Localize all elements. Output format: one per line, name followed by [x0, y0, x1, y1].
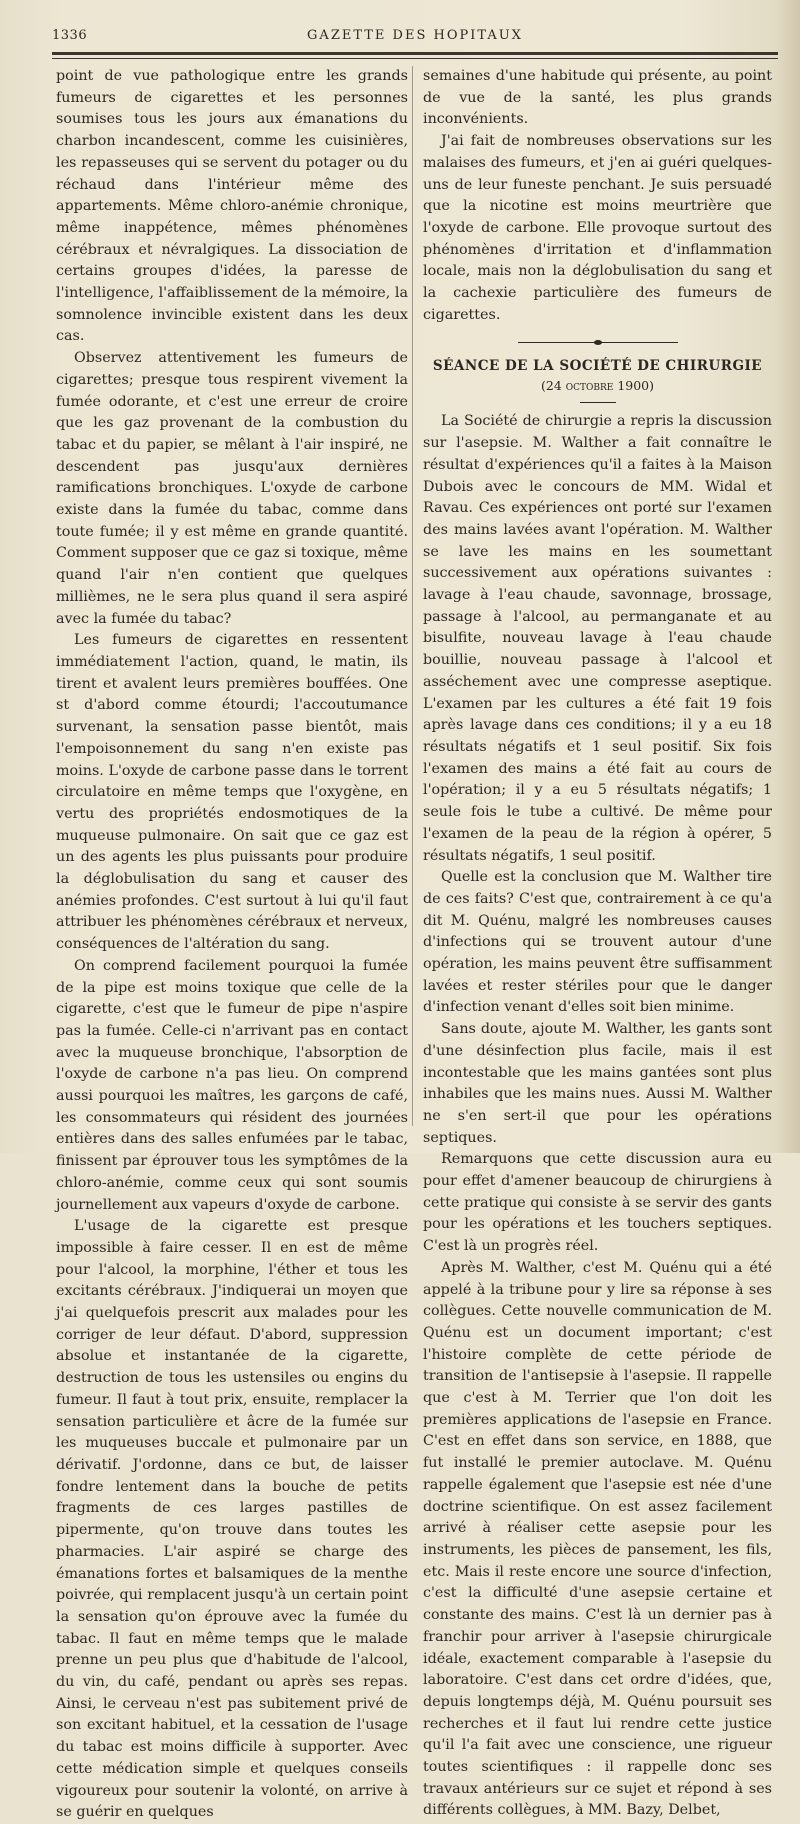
paragraph: semaines d'une habitude qui présente, au point de vue de la santé, les plus grands inconvénients.	[423, 68, 772, 128]
paragraph: Les fumeurs de cigarettes en ressentent immédiatement l'action, quand, le matin, ils tirent et avalent leurs premières bouffées. One st d'abord comme étourdi; l'accoutumance survenant, la sensation passe bientôt, mais l'empoisonnement du sang n'en existe pas moins. L'oxyde de carbone passe dans le torrent circulatoire en même temps que l'oxygène, en vertu des propriétés endosmotiques de la muqueuse pulmonaire. On sait que ce gaz est un des agents les plus puissants pour produire la déglobulisation du sang et causer des anémies profondes. C'est surtout à lui qu'il faut attribuer les phénomènes cérébraux et nerveux, conséquences de l'altération du sang.	[56, 632, 408, 953]
paragraph: On comprend facilement pourquoi la fumée de la pipe est moins toxique que celle de la cigarette, c'est que le fumeur de pipe n'aspire pas la fumée. Celle-ci n'arrivant pas en contact avec la muqueuse bronchique, l'absorption de l'oxyde de carbone n'a pas lieu. On comprend aussi pourquoi les maîtres, les garçons de café, les consommateurs qui résident des journées entières dans des salles enfumées par le tabac, finissent par éprouver tous les symptômes de la chloro-anémie, comme ceux qui sont soumis journellement aux vapeurs d'oxyde de carbone.	[56, 957, 408, 1213]
paragraph: Quelle est la conclusion que M. Walther tire de ces faits? C'est que, contrairement à ce qu'a dit M. Quénu, malgré les nombreuses causes d'infections qui se trouvent autour d'une opération, les mains peuvent être suffisamment lavées et rester stériles pour que le danger d'infection venant d'elles soit bien minime.	[423, 869, 772, 1016]
header-rule-thick	[52, 52, 778, 55]
section-date: (24 octobre 1900)	[540, 378, 655, 394]
right-column	[423, 66, 772, 1822]
section-title: SÉANCE DE LA SOCIÉTÉ DE CHIRURGIE	[432, 358, 763, 375]
paragraph: Après M. Walther, c'est M. Quénu qui a été appelé à la tribune pour y lire sa réponse à ses collègues. Cette nouvelle communication de M. Quénu est un document important; c'est l'histoire complète de cette période de transition de l'antisepsie à l'asepsie. Il rappelle que c'est à M. Terrier que l'on doit les premières applications de l'asepsie en France. C'est en effet dans son service, en 1888, que fut installé le premier autoclave. M. Quénu rappelle également que l'asepsie est née d'une doctrine scientifique. On est assez facilement arrivé à réaliser cette asepsie pour les instruments, les pièces de pansement, les fils, etc. Mais il reste encore une source d'infection, c'est la difficulté d'une asepsie certaine et constante des mains. C'est là un dernier pas à franchir pour arriver à l'asepsie chirurgicale idéale, exactement comparable à l'asepsie du laboratoire. C'est dans cet ordre d'idées, que, depuis longtemps déjà, M. Quénu poursuit ses recherches et il faut lui rendre cette justice qu'il l'a fait avec une conscience, une rigueur toutes scientifiques : il rappelle donc ses travaux antérieurs sur ce sujet et répond à ses différents collègues, à MM. Bazy, Delbet,	[423, 1259, 772, 1819]
page-number: 1336	[52, 28, 88, 43]
header-rule-thin	[52, 58, 778, 59]
section-ornament	[518, 340, 678, 346]
column-divider	[412, 66, 413, 1126]
paragraph: La Société de chirurgie a repris la discussion sur l'asepsie. M. Walther a fait connaître le résultat d'expériences qu'il a faites à la Maison Dubois avec le concours de MM. Widal et Ravau. Ces expériences ont porté sur l'examen des mains lavées avant l'opération. M. Walther se lave les mains en les soumettant successivement aux opérations suivantes : lavage à l'eau chaude, savonnage, brossage, passage à l'alcool, au permanganate et au bisulfite, nouveau lavage à l'eau chaude bouillie, nouveau passage à l'alcool et asséchement avec une compresse aseptique. L'examen par les cultures a été fait 19 fois après lavage dans ces conditions; il y a eu 18 résultats négatifs et 1 seul positif. Six fois l'examen des mains a été fait au cours de l'opération; il y a eu 5 résultats négatifs; 1 seule fois le tube a cultivé. De même pour l'examen de la peau de la région à opérer, 5 résultats négatifs, 1 seul positif.	[423, 413, 772, 864]
section-rule	[580, 402, 616, 403]
page-header	[52, 28, 778, 50]
paragraph: Remarquons que cette discussion aura eu pour effet d'amener beaucoup de chirurgiens à cette pratique qui consiste à se servir des gants pour les opérations et les touchers septiques. C'est là un progrès réel.	[423, 1151, 772, 1255]
paragraph: point de vue pathologique entre les grands fumeurs de cigarettes et les personnes soumises tous les jours aux émanations du charbon incandescent, comme les cuisinières, les repasseuses qui se servent du potager ou du réchaud dans l'intérieur même des appartements. Même chloro-anémie chronique, même inappétence, mêmes phénomènes cérébraux et névralgiques. La dissociation de certains groupes d'idées, la paresse de l'intelligence, l'affaiblissement de la mémoire, la somnolence invincible existent dans les deux cas.	[56, 68, 408, 345]
left-column	[56, 66, 408, 1824]
paragraph: J'ai fait de nombreuses observations sur les malaises des fumeurs, et j'en ai guéri quelques-uns de leur funeste penchant. Je suis persuadé que la nicotine est moins meurtrière que l'oxyde de carbone. Elle provoque surtout des phénomènes d'irritation et d'inflammation locale, mais non la déglobulisation du sang et la cachexie particulière des fumeurs de cigarettes.	[423, 133, 772, 323]
paragraph: Observez attentivement les fumeurs de cigarettes; presque tous respirent vivement la fumée odorante, et c'est une erreur de croire que les gaz provenant de la combustion du tabac et du papier, se mêlant à l'air inspiré, ne descendent pas jusqu'aux dernières ramifications bronchiques. L'oxyde de carbone existe dans la fumée du tabac, comme dans toute fumée; il y est même en grande quantité. Comment supposer que ce gaz si toxique, même quand l'air n'en contient que quelques millièmes, ne le sera plus quand il sera aspiré avec la fumée du tabac?	[56, 350, 408, 627]
paragraph: Sans doute, ajoute M. Walther, les gants sont d'une désinfection plus facile, mais il est incontestable que les mains gantées sont plus inhabiles que les mains nues. Aussi M. Walther ne s'en sert-il que pour les opérations septiques.	[423, 1021, 772, 1146]
paragraph: L'usage de la cigarette est presque impossible à faire cesser. Il en est de même pour l'alcool, la morphine, l'éther et tous les excitants cérébraux. J'indiquerai un moyen que j'ai quelquefois prescrit aux malades pour les corriger de leur défaut. D'abord, suppression absolue et instantanée de la cigarette, destruction de tous les ustensiles ou engins du fumeur. Il faut à tout prix, ensuite, remplacer la sensation particulière et âcre de la fumée sur les muqueuses buccale et pulmonaire par un dérivatif. J'ordonne, dans ce but, de laisser fondre lentement dans la bouche de petits fragments de ces larges pastilles de pipermente, qu'on trouve dans toutes les pharmacies. L'air aspiré se charge des émanations fortes et balsamiques de la menthe poivrée, qui remplacent jusqu'à un certain point la sensation qu'on éprouve avec la fumée du tabac. Il faut en même temps que le malade prenne un peu plus que d'habitude de l'alcool, du vin, du café, pendant ou après ses repas. Ainsi, le cerveau n'est pas subitement privé de son excitant habituel, et la cessation de l'usage du tabac est moins difficile à supporter. Avec cette médication simple et quelques conseils vigoureux pour soutenir la volonté, on arrive à se guérir en quelques	[56, 1218, 408, 1821]
running-head: GAZETTE DES HOPITAUX	[307, 28, 523, 43]
